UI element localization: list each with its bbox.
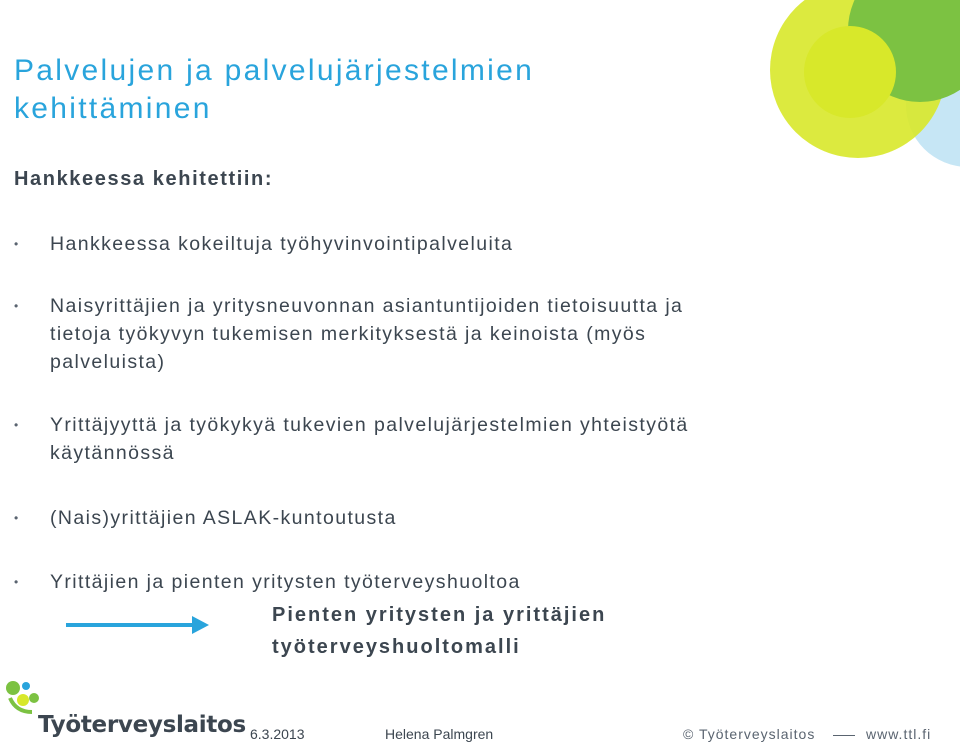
bullet-dot-icon: • [14, 575, 20, 589]
model-label [272, 599, 606, 663]
bullet-dot-icon: • [14, 418, 20, 432]
model-line-2: työterveyshuoltomalli [272, 636, 521, 658]
bullet-item [14, 504, 804, 532]
bullet-item [14, 568, 804, 596]
decor-circle-yellow-inner [804, 26, 896, 118]
bullet-line: Yrittäjien ja pienten yritysten työterveyshuoltoa [50, 571, 521, 593]
bullet-item [14, 230, 804, 258]
bullet-text [14, 292, 804, 376]
page-title [14, 52, 714, 128]
right-arrow-icon [66, 614, 211, 636]
bullet-text [14, 504, 804, 532]
bullet-item [14, 292, 804, 376]
bullet-dot-icon: • [14, 237, 20, 251]
logo-text: Työterveyslaitos [38, 712, 246, 738]
subtitle: Hankkeessa kehitettiin: [14, 168, 274, 190]
title-line-1: Palvelujen ja palvelujärjestelmien [14, 54, 535, 87]
bullet-line: (Nais)yrittäjien ASLAK-kuntoutusta [50, 507, 397, 529]
model-line-1: Pienten yritysten ja yrittäjien [272, 604, 607, 626]
bullet-item [14, 411, 804, 467]
footer-url[interactable]: www.ttl.fi [866, 726, 932, 742]
bullet-text [14, 568, 804, 596]
bullet-text [14, 411, 804, 467]
bullet-line: palveluista) [50, 351, 166, 373]
bullet-line: Naisyrittäjien ja yritysneuvonnan asiantuntijoiden tietoisuutta ja [50, 295, 684, 317]
bullet-line: Hankkeessa kokeiltuja työhyvinvointipalveluita [50, 233, 514, 255]
footer-author: Helena Palmgren [385, 726, 494, 742]
title-line-2: kehittäminen [14, 92, 212, 125]
footer-copyright: © Työterveyslaitos [683, 726, 816, 742]
footer-date: 6.3.2013 [250, 726, 305, 742]
bullet-dot-icon: • [14, 511, 20, 525]
bullet-text [14, 230, 804, 258]
bullet-line: tietoja työkyvyn tukemisen merkityksestä ja keinoista (myös [50, 323, 647, 345]
footer-divider [833, 735, 855, 736]
bullet-line: Yrittäjyyttä ja työkykyä tukevien palvelujärjestelmien yhteistyötä [50, 414, 689, 436]
bullet-line: käytännössä [50, 442, 175, 464]
bullet-dot-icon: • [14, 299, 20, 313]
decorative-circles [730, 0, 960, 200]
